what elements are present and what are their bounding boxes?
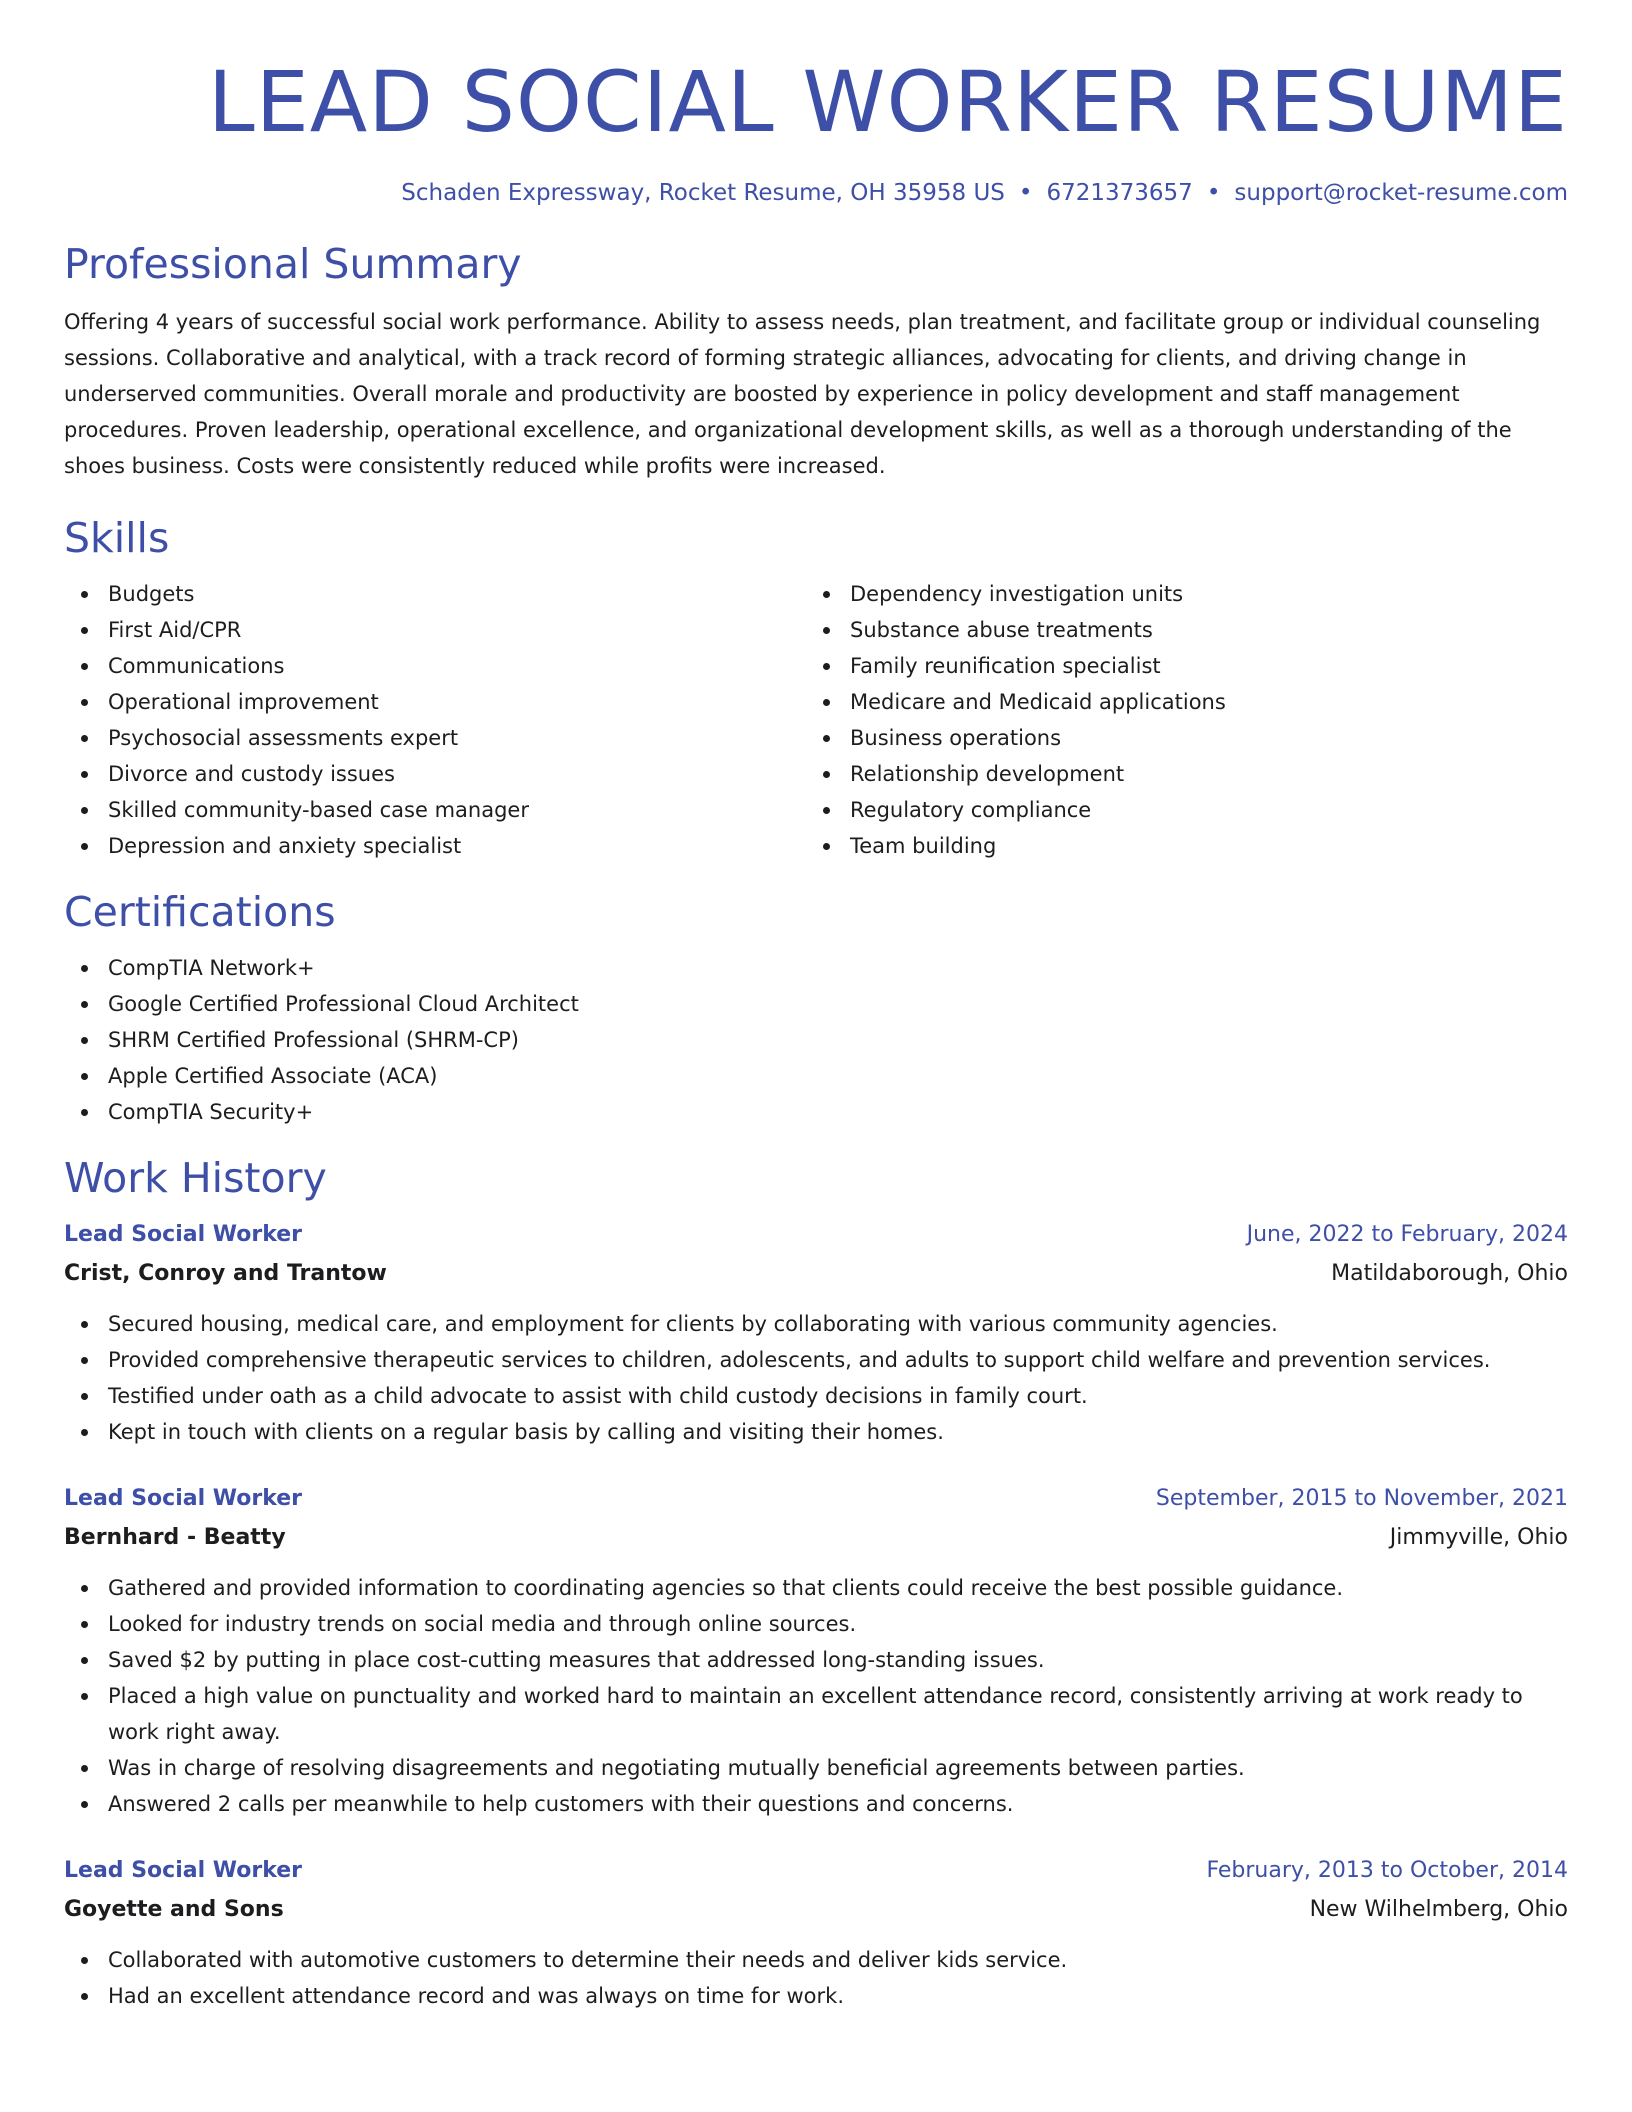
- job-bullet: Gathered and provided information to coordinating agencies so that clients could receive the best possible guidance.: [64, 1570, 1568, 1606]
- skills-section: [64, 512, 1568, 864]
- job-entry: [64, 1852, 1568, 2014]
- certification-item: Apple Certified Associate (ACA): [64, 1058, 1568, 1094]
- job-company: Goyette and Sons: [64, 1897, 284, 1922]
- certifications-section: [64, 886, 1568, 1130]
- contact-separator: •: [1206, 180, 1221, 206]
- job-bullet: Testified under oath as a child advocate to assist with child custody decisions in family court.: [64, 1378, 1568, 1414]
- skill-item: First Aid/CPR: [64, 612, 806, 648]
- certification-item: CompTIA Network+: [64, 950, 1568, 986]
- job-bullets: [64, 1306, 1568, 1450]
- job-bullets: [64, 1942, 1568, 2014]
- job-company-row: [64, 1254, 1568, 1294]
- job-title: Lead Social Worker: [64, 1222, 303, 1247]
- skill-item: Operational improvement: [64, 684, 806, 720]
- job-entry: [64, 1216, 1568, 1450]
- job-dates: February, 2013 to October, 2014: [1206, 1858, 1568, 1883]
- work-history-section: [64, 1152, 1568, 2014]
- skill-item: Divorce and custody issues: [64, 756, 806, 792]
- contact-line: [64, 178, 1568, 208]
- job-dates: June, 2022 to February, 2024: [1246, 1222, 1568, 1247]
- job-company: Crist, Conroy and Trantow: [64, 1261, 387, 1286]
- contact-phone: 6721373657: [1046, 180, 1193, 206]
- skill-item: Skilled community-based case manager: [64, 792, 806, 828]
- job-header-row: [64, 1852, 1568, 1890]
- skills-list-left: [64, 576, 806, 864]
- contact-email: support@rocket-resume.com: [1234, 180, 1568, 206]
- job-dates: September, 2015 to November, 2021: [1155, 1486, 1568, 1511]
- job-bullet: Looked for industry trends on social media and through online sources.: [64, 1606, 1568, 1642]
- resume-header: [64, 0, 1568, 208]
- job-entry: [64, 1480, 1568, 1822]
- skill-item: Depression and anxiety specialist: [64, 828, 806, 864]
- contact-separator: •: [1018, 180, 1033, 206]
- section-title-certifications: Certifications: [64, 888, 336, 936]
- section-title-skills: Skills: [64, 514, 170, 562]
- job-bullets: [64, 1570, 1568, 1822]
- summary-text: Offering 4 years of successful social work performance. Ability to assess needs, plan treatment, and facilitate group or individual counseling sessions. Collaborative and analytical, with a track record of forming strategic alliances, advocating for clients, and driving change in underserved communities. Overall morale and productivity are boosted by experience in policy development and staff management procedures. Proven leadership, operational excellence, and organizational development skills, as well as a thorough understanding of the shoes business. Costs were consistently reduced while profits were increased.: [64, 310, 1541, 478]
- certification-item: SHRM Certified Professional (SHRM-CP): [64, 1022, 1568, 1058]
- job-title: Lead Social Worker: [64, 1858, 303, 1883]
- skill-item: Relationship development: [806, 756, 1548, 792]
- job-company-row: [64, 1890, 1568, 1930]
- skill-item: Medicare and Medicaid applications: [806, 684, 1548, 720]
- job-location: Matildaborough, Ohio: [1331, 1261, 1568, 1286]
- section-title-work-history: Work History: [64, 1154, 327, 1202]
- job-bullet: Placed a high value on punctuality and worked hard to maintain an excellent attendance record, consistently arriving at work ready to work right away.: [64, 1678, 1568, 1750]
- job-bullet: Secured housing, medical care, and employment for clients by collaborating with various community agencies.: [64, 1306, 1568, 1342]
- skill-item: Dependency investigation units: [806, 576, 1548, 612]
- job-location: Jimmyville, Ohio: [1389, 1525, 1568, 1550]
- resume-title: LEAD SOCIAL WORKER RESUME: [207, 53, 1568, 151]
- job-bullet: Saved $2 by putting in place cost-cutting measures that addressed long-standing issues.: [64, 1642, 1568, 1678]
- skill-item: Communications: [64, 648, 806, 684]
- job-bullet: Answered 2 calls per meanwhile to help customers with their questions and concerns.: [64, 1786, 1568, 1822]
- contact-address: Schaden Expressway, Rocket Resume, OH 35958 US: [401, 180, 1005, 206]
- job-title: Lead Social Worker: [64, 1486, 303, 1511]
- skills-columns: [64, 576, 1568, 864]
- skill-item: Regulatory compliance: [806, 792, 1548, 828]
- section-title-summary: Professional Summary: [64, 240, 522, 288]
- skill-item: Business operations: [806, 720, 1548, 756]
- certifications-list: [64, 950, 1568, 1130]
- job-bullet: Had an excellent attendance record and was always on time for work.: [64, 1978, 1568, 2014]
- certification-item: Google Certified Professional Cloud Architect: [64, 986, 1568, 1022]
- job-header-row: [64, 1216, 1568, 1254]
- job-bullet: Was in charge of resolving disagreements and negotiating mutually beneficial agreements between parties.: [64, 1750, 1568, 1786]
- job-location: New Wilhelmberg, Ohio: [1309, 1897, 1568, 1922]
- professional-summary-section: [64, 238, 1568, 484]
- job-bullet: Kept in touch with clients on a regular basis by calling and visiting their homes.: [64, 1414, 1568, 1450]
- skill-item: Team building: [806, 828, 1548, 864]
- skill-item: Family reunification specialist: [806, 648, 1548, 684]
- skill-item: Psychosocial assessments expert: [64, 720, 806, 756]
- job-bullet: Provided comprehensive therapeutic services to children, adolescents, and adults to support child welfare and prevention services.: [64, 1342, 1568, 1378]
- job-header-row: [64, 1480, 1568, 1518]
- certification-item: CompTIA Security+: [64, 1094, 1568, 1130]
- job-bullet: Collaborated with automotive customers to determine their needs and deliver kids service.: [64, 1942, 1568, 1978]
- skill-item: Budgets: [64, 576, 806, 612]
- skill-item: Substance abuse treatments: [806, 612, 1548, 648]
- job-company: Bernhard - Beatty: [64, 1525, 286, 1550]
- job-company-row: [64, 1518, 1568, 1558]
- skills-list-right: [806, 576, 1548, 864]
